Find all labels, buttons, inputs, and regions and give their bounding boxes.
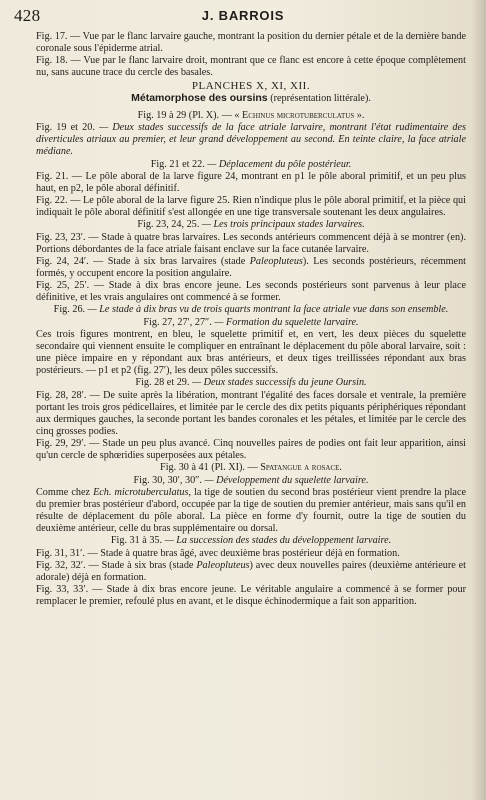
page-body [36,31,466,608]
caption-text: — Le pôle aboral de la larve figure 24, montrant en p1 le pôle aboral primitif, et un peu plus haut, en p2, le pôle aboral définitif. [36,170,466,194]
caption-fig-25 [36,280,466,304]
section-title-rest: (représentation littérale). [267,92,371,104]
page-header [14,6,472,28]
caption-fig-18 [36,55,466,79]
subheading-fig-23-24-25 [36,219,466,231]
subheading-fig-31-35 [36,535,466,547]
group-heading-species: Echinus microtuberculatus [242,109,355,121]
fig-ref: Fig. 23, 23′. [36,231,86,243]
caption-fig-23 [36,232,466,256]
caption-text: — Stade un peu plus avancé. Cinq nouvelles paires de podies ont fait leur apparition, ainsi qu'un cercle de sphœridies superposées aux pétales. [36,438,466,462]
fig-ref: Fig. 28 et 29. [135,377,190,389]
caption-text: — Stade à dix bras encore jeune. Les seconds postérieurs sont parvenus à leur place définitive, et les vrais angulaires ont commencé à se former. [36,280,466,304]
paragraph-text: Comme chez [36,486,94,498]
subheading-fig-30 [36,475,466,487]
fig-ref: Fig. 22. [36,195,68,207]
subheading-text: — Les trois principaux stades larvaires. [199,219,365,231]
caption-fig-32 [36,560,466,584]
fig-ref: Fig. 17. [36,31,68,42]
group-heading-species: Spatangue a rosace. [257,462,342,474]
caption-text: — Vue par le flanc larvaire gauche, montrant la position du dernier pétale et de la dernière bande coronale sous l'épiderme atrial. [36,31,466,55]
subheading-text: — Déplacement du pôle postérieur. [204,158,352,170]
caption-fig-22 [36,195,466,219]
caption-fig-28 [36,390,466,439]
subheading-text: — Deux stades successifs du jeune Oursin. [189,377,367,389]
caption-text: — De suite après la libération, montrant l'égalité des faces dorsale et ventrale, la première portant les trois gros pédicellaires, et limitée par le cercle des dix petits piquants périphériques répondant aux dermiques gauches, la seconde portant les bandes coronales et les pétales, et limitée par le cercle des cinq grosses podies. [36,389,466,437]
caption-fig-31 [36,548,466,560]
caption-text: — Stade à quatre bras âgé, avec deuxième bras postérieur déjà en formation. [84,547,400,559]
subheading-fig-26 [36,304,466,316]
fig-ref: Fig. 24, 24′. [36,255,89,267]
caption-fig-24 [36,256,466,280]
group-heading-echinus [36,110,466,122]
subheading-text: — Formation du squelette larvaire. [211,316,359,328]
fig-ref: Fig. 30, 30′, 30″. [133,474,202,486]
fig-ref: Fig. 26. [53,304,86,316]
fig-ref: Fig. 29, 29′. [36,438,87,450]
caption-text: — Stade à quatre bras larvaires. Les seconds antérieurs commencent déjà à se montrer (en). Portions débordantes de la face atriale faisant enclave sur la face cutanée larvaire. [36,231,466,255]
fig-ref: Fig. 21 et 22. [150,158,205,170]
caption-fig-19-20 [36,122,466,158]
caption-text: — Deux stades successifs de la face atriale larvaire, montrant l'état rudimentaire des diverticules atriaux au premier, et leur grand développement au second. En teinte claire, la face atriale médiane. [36,122,466,158]
caption-text: ) avec deux nouvelles paires (deuxième antérieure et adorale) déjà en formation. [36,559,466,583]
page-number: 428 [14,6,41,25]
caption-text: — Stade à six bras (stade [85,559,197,571]
fig-ref: Fig. 33, 33′. [36,584,89,596]
paragraph-italic: Ech. microtuberculatus [93,486,189,498]
paragraph-fig-30 [36,487,466,536]
paragraph-fig-27: Ces trois figures montrent, en bleu, le squelette primitif et, en vert, les deux pièces du squelette secondaire qui viennent ensuite le compliquer en entraînant le déplacement du pôle aboral larvaire, soit : une pièce impaire en y répondant aux bras antérieurs, et deux tiges treillissées répondant aux bras postérieurs. — p1 et p2 (fig. 27′), les deux pôles successifs. [36,328,466,377]
fig-ref: Fig. 28, 28′. [36,389,87,401]
caption-italic: Paleopluteus [249,255,303,267]
running-title: J. BARROIS [201,8,285,23]
caption-fig-33 [36,584,466,608]
caption-italic: Paleopluteus [196,559,250,571]
caption-fig-21 [36,171,466,195]
subheading-text: — Développement du squelette larvaire. [201,474,369,486]
fig-ref: Fig. 25, 25′. [36,280,90,292]
group-heading-ref: Fig. 30 à 41 (Pl. XI). — [160,462,258,474]
subheading-fig-27 [36,317,466,329]
fig-ref: Fig. 27, 27′, 27″. [143,316,212,328]
fig-ref: Fig. 19 et 20. [36,122,95,134]
caption-text: — Stade à six bras larvaires (stade [88,255,250,267]
caption-text: ). Les seconds postérieurs, récemment formés, y occupent encore la position angulaire. [36,255,466,279]
subheading-fig-28-29 [36,377,466,389]
fig-ref: Fig. 31 à 35. [110,535,163,547]
caption-fig-17 [36,31,466,55]
plates-heading: PLANCHES X, XI, XII. [191,79,311,92]
caption-fig-29 [36,438,466,462]
subheading-text: — La succession des stades du développement larvaire. [162,535,392,547]
fig-ref: Fig. 18. [36,55,68,67]
paragraph-text: , la tige de soutien du second bras postérieur vient prendre la place du premier bras postérieur d'abord, occupée par la tige de soutien du premier antérieur, mais sans qu'il en résulte de déplacement du pôle aboral. La pièce en forme d'y fournit, outre la tige de soutien du deuxième antérieur, celle du bras supplémentaire ou dorsal. [36,486,466,535]
fig-ref: Fig. 32, 32′. [36,559,86,571]
caption-text: — Stade à dix bras encore jeune. Le véritable angulaire a commencé à se former pour remplacer le premier, refoulé plus en avant, et le disque échinodermique a fait son apparition. [36,584,466,608]
caption-text: — Vue par le flanc larvaire droit, montrant que ce flanc est encore à cette époque complètement nu, sans aucune trace du cercle des basales. [36,55,466,79]
subheading-text: — Le stade à dix bras vu de trois quarts montrant la face atriale vue dans son ensemble. [85,304,449,316]
fig-ref: Fig. 21. [36,170,69,182]
subheading-fig-21-22 [36,159,466,171]
section-title [36,92,466,105]
group-heading-end: ». [354,109,365,121]
group-heading-ref: Fig. 19 à 29 (Pl. X). — « [137,109,240,121]
fig-ref: Fig. 31, 31′. [36,547,85,559]
section-title-bold: Métamorphose des oursins [131,91,268,104]
caption-text: — Le pôle aboral de la larve figure 25. Rien n'indique plus le pôle aboral primitif, et la pièce qui indiquait le pôle aboral définitif s'est allongée en une tige transversale soutenant les deux angulaires. [36,195,466,219]
group-heading-spatangue [36,462,466,474]
fig-ref: Fig. 23, 24, 25. [137,219,200,231]
page-edge-shadow [472,0,486,800]
